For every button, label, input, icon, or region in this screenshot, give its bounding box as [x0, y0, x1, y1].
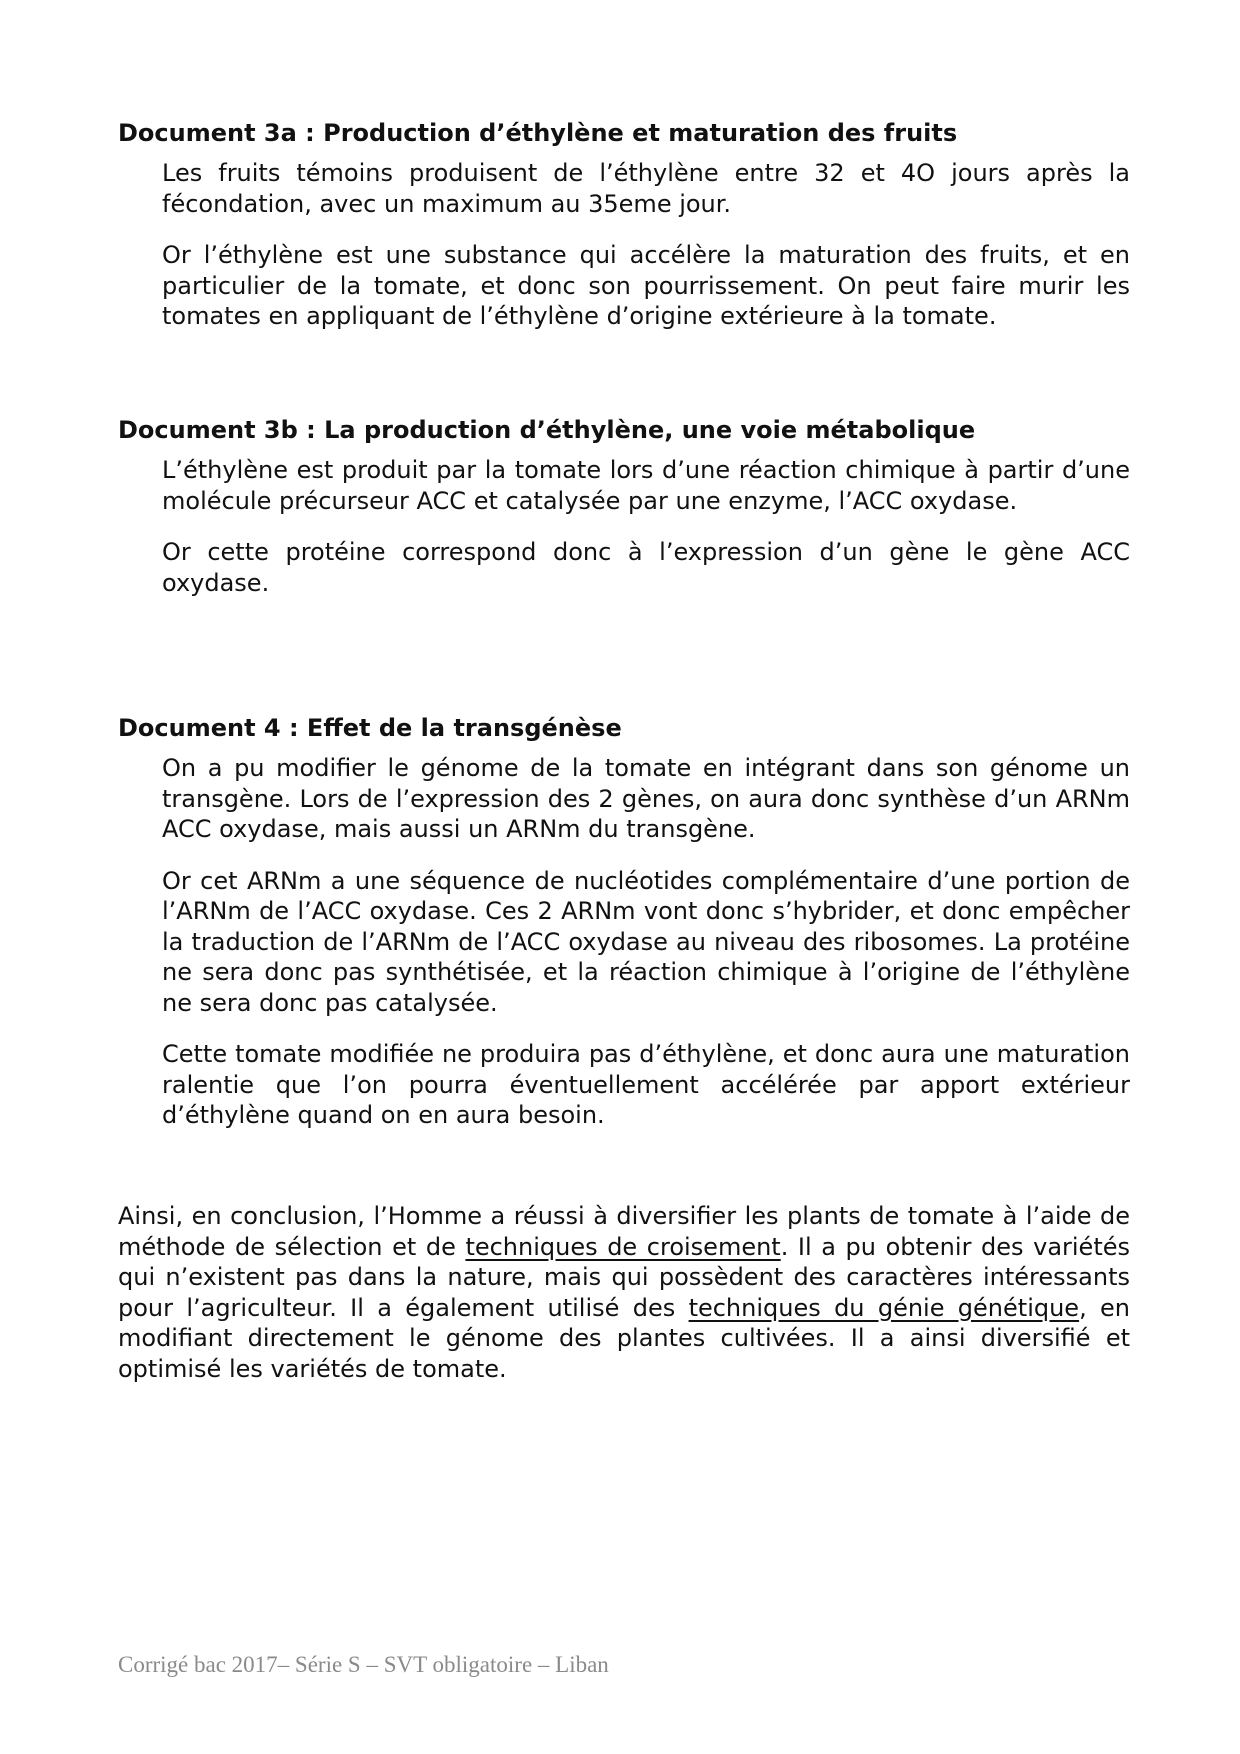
paragraph: Or l’éthylène est une substance qui accélère la maturation des fruits, et en particulier de la tomate, et donc son pourrissement. On peut faire murir les tomates en appliquant de l’éthylène d’origine extérieure à la tomate. [162, 241, 1130, 330]
paragraph: On a pu modifier le génome de la tomate en intégrant dans son génome un transgène. Lors de l’expression des 2 gènes, on aura donc synthèse d’un ARNm ACC oxydase, mais aussi un ARNm du transgène. [162, 754, 1130, 843]
section-document-3b [118, 415, 1130, 598]
section-document-4 [118, 713, 1130, 1131]
conclusion-text: Ainsi, en conclusion, l’Homme a réussi à diversifier les plants de tomate à l’aide de méthode de sélection et de [118, 1202, 1130, 1261]
section-heading: Document 3a : Production d’éthylène et maturation des fruits [118, 119, 958, 147]
paragraph: Or cette protéine correspond donc à l’expression d’un gène le gène ACC oxydase. [162, 538, 1130, 597]
section-heading: Document 3b : La production d’éthylène, une voie métabolique [118, 416, 976, 444]
paragraph: L’éthylène est produit par la tomate lors d’une réaction chimique à partir d’une molécule précurseur ACC et catalysée par une enzyme, l’ACC oxydase. [162, 456, 1130, 515]
page-footer: Corrigé bac 2017– Série S – SVT obligatoire – Liban [118, 1652, 609, 1677]
section-heading: Document 4 : Effet de la transgénèse [118, 714, 622, 742]
paragraph: Or cet ARNm a une séquence de nucléotides complémentaire d’une portion de l’ARNm de l’ACC oxydase. Ces 2 ARNm vont donc s’hybrider, et donc empêcher la traduction de l’ARNm de l’ACC oxydase au niveau des ribosomes. La protéine ne sera donc pas synthétisée, et la réaction chimique à l’origine de l’éthylène ne sera donc pas catalysée. [162, 866, 1130, 1017]
conclusion-text: , en modifiant directement le génome des plantes cultivées. Il a ainsi diversifié et optimisé les variétés de tomate. [118, 1293, 1131, 1383]
underlined-term-croisement: techniques de croisement [465, 1232, 781, 1261]
conclusion-text: . Il a pu obtenir des variétés qui n’existent pas dans la nature, mais qui possèdent des caractères intéressants pour l’agriculteur. Il a également utilisé des [118, 1232, 1131, 1322]
underlined-term-genie-genetique: techniques du génie génétique [688, 1293, 1080, 1322]
paragraph: Les fruits témoins produisent de l’éthylène entre 32 et 4O jours après la fécondation, avec un maximum au 35eme jour. [162, 159, 1130, 218]
conclusion-paragraph [118, 1201, 1130, 1384]
section-document-3a [118, 118, 1130, 332]
paragraph: Cette tomate modifiée ne produira pas d’éthylène, et donc aura une maturation ralentie que l’on pourra éventuellement accélérée par apport extérieur d’éthylène quand on en aura besoin. [162, 1040, 1130, 1129]
